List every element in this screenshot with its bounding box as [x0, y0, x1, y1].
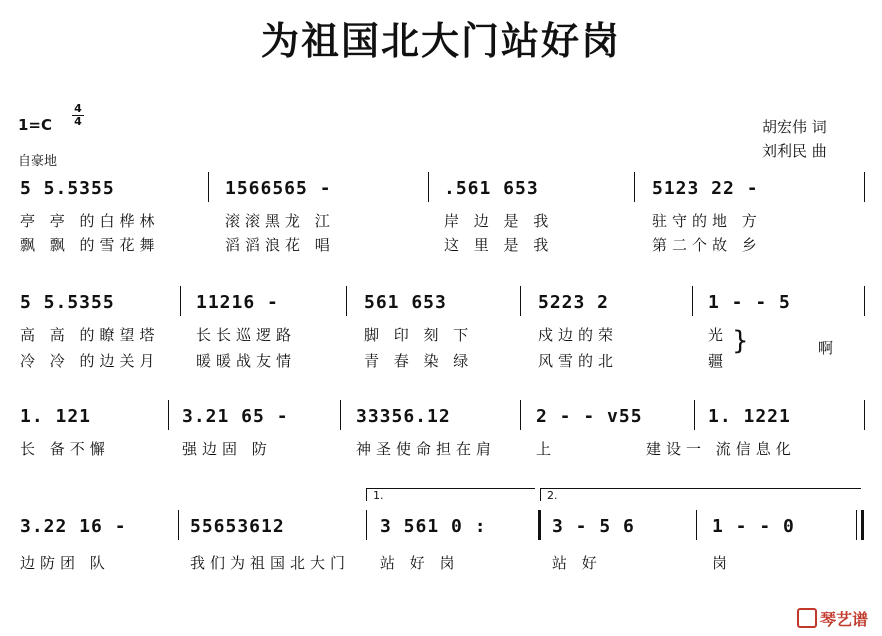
barline: [864, 400, 865, 430]
time-signature: [72, 103, 84, 128]
barline: [520, 286, 521, 316]
notes-r4-m1: 3.22 16 -: [20, 516, 127, 537]
barline: [208, 172, 209, 202]
watermark-text: 琴艺谱: [819, 610, 868, 629]
lyrics-r4-m5: 岗: [712, 554, 733, 572]
lyrics-r4-m4: 站 好: [552, 554, 602, 572]
lyrics-r1-v2-m2: 滔滔浪花 唱: [225, 236, 335, 254]
interjection: 啊: [818, 339, 839, 357]
notes-r3-m1: 1. 121: [20, 406, 92, 427]
barline: [634, 172, 635, 202]
lyrics-r2-v1-m5: 光: [708, 326, 729, 344]
lyrics-r2-v1-m2: 长长巡逻路: [196, 326, 297, 344]
page-title: 为祖国北大门站好岗: [260, 19, 621, 63]
lyrics-r2-v1-m1: 高 高 的瞭望塔: [20, 326, 160, 344]
lyrics-r2-v2-m2: 暖暖战友情: [196, 352, 297, 370]
verse-brace: }: [732, 326, 749, 356]
notes-r1-m4: 5123 22 -: [652, 178, 759, 199]
tempo-marking: 自豪地: [18, 154, 58, 169]
barline: [694, 400, 695, 430]
notes-r3-m5: 1. 1221: [708, 406, 791, 427]
barline: [366, 510, 367, 540]
lyrics-r2-v2-m3: 青 春 染 绿: [364, 352, 474, 370]
lyrics-r1-v1-m1: 亭 亭 的白桦林: [20, 212, 160, 230]
lyrics-r4-m1: 边防团 队: [20, 554, 110, 572]
barline: [520, 400, 521, 430]
key-signature: 1=C: [18, 116, 53, 134]
lyrics-r2-v2-m4: 风雪的北: [538, 352, 619, 370]
barline: [168, 400, 169, 430]
volta-first-ending: [366, 488, 535, 501]
lyrics-r1-v2-m1: 飘 飘 的雪花舞: [20, 236, 160, 254]
lyrics-r1-v2-m4: 第二个故 乡: [652, 236, 762, 254]
lyrics-r3-m4: 上: [536, 440, 557, 458]
lyrics-r3-m1: 长 备不懈: [20, 440, 110, 458]
barline: [178, 510, 179, 540]
notes-r3-m4: 2 - - v55: [536, 406, 643, 427]
volta-first-label: 1.: [373, 489, 384, 502]
lyrics-r1-v1-m2: 滚滚黑龙 江: [225, 212, 335, 230]
repeat-barline: [538, 510, 541, 540]
lyrics-r4-m2: 我们为祖国北大门: [190, 554, 351, 572]
lyrics-r3-m5: 建设一 流信息化: [646, 440, 796, 458]
notes-r1-m2: 1566565 -: [225, 178, 332, 199]
lyrics-r2-v2-m1: 冷 冷 的边关月: [20, 352, 160, 370]
final-barline-thick: [861, 510, 864, 540]
lyrics-r2-v1-m4: 戍边的荣: [538, 326, 619, 344]
notes-r4-m4: 3 - 5 6: [552, 516, 635, 537]
barline: [696, 510, 697, 540]
volta-second-label: 2.: [547, 489, 558, 502]
time-signature-bottom: 4: [74, 115, 82, 128]
barline: [864, 286, 865, 316]
barline: [428, 172, 429, 202]
lyrics-r4-m3: 站 好 岗: [380, 554, 460, 572]
lyrics-r1-v2-m3: 这 里 是 我: [444, 236, 554, 254]
notes-r2-m1: 5 5.5355: [20, 292, 115, 313]
notes-r1-m3: .561 653: [444, 178, 539, 199]
music-logo-icon: [797, 608, 817, 628]
notes-r2-m4: 5223 2: [538, 292, 610, 313]
lyrics-r3-m3: 神圣使命担在肩: [356, 440, 497, 458]
lyricist-credit: 胡宏伟 词: [762, 118, 827, 136]
notes-r3-m3: 33356.12: [356, 406, 451, 427]
barline: [340, 400, 341, 430]
lyrics-r1-v1-m3: 岸 边 是 我: [444, 212, 554, 230]
barline: [692, 286, 693, 316]
composer-credit: 刘利民 曲: [762, 142, 827, 160]
barline: [346, 286, 347, 316]
time-signature-top: 4: [74, 102, 82, 115]
notes-r2-m5: 1 - - 5: [708, 292, 791, 313]
lyrics-r1-v1-m4: 驻守的地 方: [652, 212, 762, 230]
notes-r2-m2: 11216 -: [196, 292, 279, 313]
notes-r4-m2: 55653612: [190, 516, 285, 537]
lyrics-r2-v2-m5: 疆: [708, 352, 729, 370]
lyrics-r2-v1-m3: 脚 印 刻 下: [364, 326, 474, 344]
volta-second-ending: [540, 488, 861, 501]
lyrics-r3-m2: 强边固 防: [182, 440, 272, 458]
barline: [180, 286, 181, 316]
notes-r2-m3: 561 653: [364, 292, 447, 313]
watermark-logo: [797, 607, 868, 630]
barline: [864, 172, 865, 202]
notes-r4-m5: 1 - - 0: [712, 516, 795, 537]
notes-r3-m2: 3.21 65 -: [182, 406, 289, 427]
notes-r4-m3: 3 561 0 :: [380, 516, 487, 537]
notes-r1-m1: 5 5.5355: [20, 178, 115, 199]
final-barline-thin: [856, 510, 857, 540]
